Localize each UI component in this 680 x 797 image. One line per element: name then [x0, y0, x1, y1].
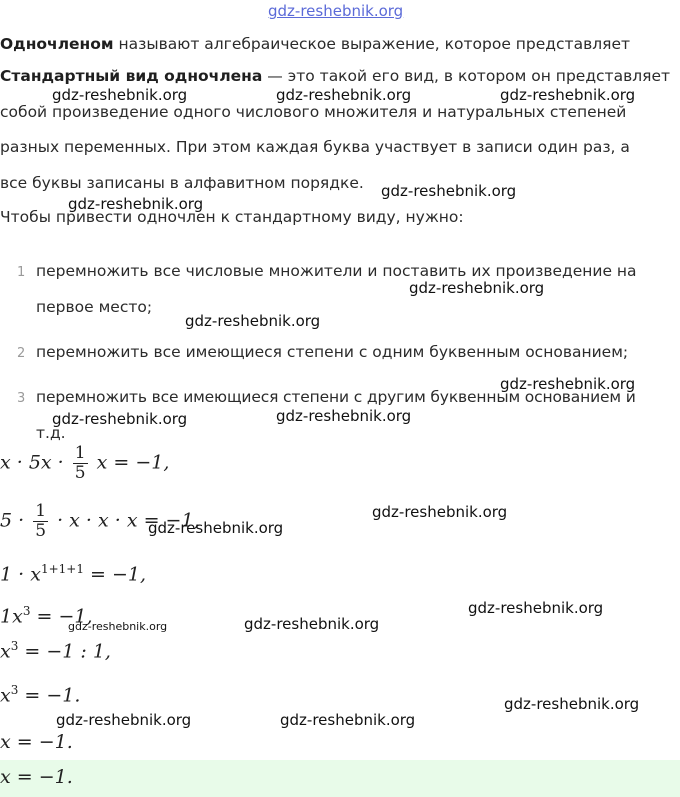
howto-intro: Чтобы привести одночлен к стандартному виду, нужно:	[0, 208, 464, 226]
math-line-4-exponent: 3	[22, 604, 31, 618]
math-line-1-suffix: x = −1,	[96, 451, 170, 474]
fraction	[33, 502, 48, 541]
fraction-numerator: 1	[35, 501, 47, 521]
site-link[interactable]: gdz-reshebnik.org	[268, 2, 404, 20]
math-line-3	[0, 562, 146, 585]
math-line-6	[0, 683, 80, 706]
math-line-3-base: 1 · x	[0, 563, 41, 586]
standard-form-text-3: разных переменных. При этом каждая буква участвует в записи один раз, а	[0, 138, 630, 156]
step-number: 2	[17, 346, 26, 361]
standard-form-text-1: — это такой его вид, в котором он представляет	[262, 67, 671, 85]
math-line-4-base: 1x	[0, 605, 23, 628]
fraction-denominator: 5	[74, 463, 86, 483]
watermark: gdz-reshebnik.org	[409, 279, 545, 297]
fraction-numerator: 1	[74, 443, 86, 463]
watermark: gdz-reshebnik.org	[276, 407, 412, 425]
monomial-definition-text: называют алгебраическое выражение, которое представляет	[113, 35, 631, 53]
watermark: gdz-reshebnik.org	[504, 695, 640, 713]
step-2-text-1: перемножить все имеющиеся степени с одним буквенным основанием;	[36, 343, 629, 361]
math-line-5	[0, 639, 111, 662]
math-line-2-prefix: 5 ·	[0, 509, 25, 532]
step-1-text-1: перемножить все числовые множители и поставить их произведение на	[36, 262, 637, 280]
watermark: gdz-reshebnik.org	[148, 519, 284, 537]
standard-form-definition	[0, 66, 670, 86]
math-line-6-suffix: = −1.	[18, 684, 81, 707]
watermark: gdz-reshebnik.org	[381, 182, 517, 200]
math-line-7: x = −1.	[0, 731, 73, 753]
watermark: gdz-reshebnik.org	[276, 86, 412, 104]
watermark: gdz-reshebnik.org	[185, 312, 321, 330]
watermark: gdz-reshebnik.org	[52, 410, 188, 428]
standard-form-text-2: собой произведение одного числового множителя и натуральных степеней	[0, 103, 627, 121]
standard-form-text-4: все буквы записаны в алфавитном порядке.	[0, 174, 364, 192]
step-3-text-2: т.д.	[36, 424, 66, 442]
watermark: gdz-reshebnik.org	[500, 375, 636, 393]
step-number: 1	[17, 265, 26, 280]
watermark: gdz-reshebnik.org	[500, 86, 636, 104]
watermark: gdz-reshebnik.org	[468, 599, 604, 617]
math-line-1	[0, 444, 169, 483]
watermark: gdz-reshebnik.org	[372, 503, 508, 521]
answer: x = −1.	[0, 766, 73, 788]
math-line-4-suffix: = −1,	[30, 605, 93, 628]
answer-box	[0, 760, 680, 797]
fraction-denominator: 5	[35, 521, 47, 541]
watermark: gdz-reshebnik.org	[68, 195, 204, 213]
watermark: gdz-reshebnik.org	[280, 711, 416, 729]
monomial-term: Одночленом	[0, 35, 114, 53]
math-line-6-base: x	[0, 684, 11, 707]
math-line-3-suffix: = −1,	[83, 563, 146, 586]
math-line-3-exponent: 1+1+1	[40, 562, 84, 576]
watermark: gdz-reshebnik.org	[244, 615, 380, 633]
watermark: gdz-reshebnik.org	[56, 711, 192, 729]
math-line-2-suffix: · x · x · x = −1,	[57, 509, 200, 532]
math-line-5-base: x	[0, 640, 11, 663]
monomial-definition	[0, 34, 630, 54]
step-number: 3	[17, 391, 26, 406]
math-line-1-prefix: x · 5x ·	[0, 451, 64, 474]
fraction	[73, 444, 88, 483]
watermark: gdz-reshebnik.org	[68, 620, 168, 633]
step-3-text-1: перемножить все имеющиеся степени с другим буквенным основанием и	[36, 388, 636, 406]
math-line-5-suffix: = −1 : 1,	[18, 640, 111, 663]
math-line-6-exponent: 3	[10, 683, 19, 697]
standard-form-term: Стандартный вид одночлена	[0, 67, 263, 85]
watermark: gdz-reshebnik.org	[52, 86, 188, 104]
step-1-text-2: первое место;	[36, 298, 153, 316]
math-line-5-exponent: 3	[10, 639, 19, 653]
